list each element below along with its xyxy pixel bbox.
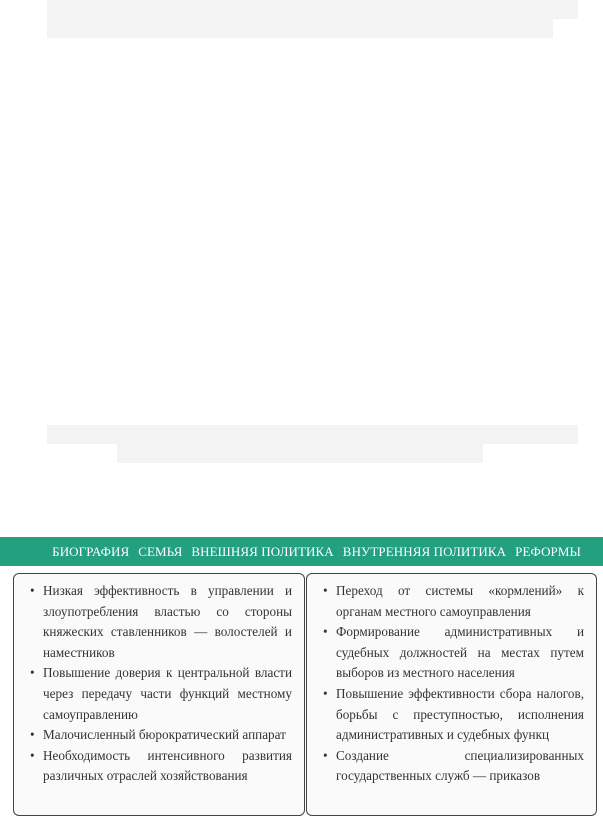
nav-item-family[interactable]: СЕМЬЯ <box>138 543 183 559</box>
list-item: • Необходимость интенсивного развития различных отраслей хозяйствования <box>43 746 292 787</box>
reasons-box <box>13 573 305 816</box>
list-item: • Формирование административных и судебных должностей на местах путем выборов из местного населения <box>336 622 584 684</box>
list-item: • Низкая эффективность в управлении и злоупотребления властью со стороны княжеских ставленников — волостелей и наместников <box>43 581 292 663</box>
list-item: • Повышение доверия к центральной власти через передачу части функций местному самоуправлению <box>43 663 292 725</box>
list-item: • Переход от системы «кормлений» к органам местного самоуправления <box>336 581 584 622</box>
nav-item-foreign-policy[interactable]: ВНЕШНЯЯ ПОЛИТИКА <box>191 543 334 559</box>
placeholder-bar-mid-2 <box>117 444 483 463</box>
placeholder-bar-top-1 <box>47 0 578 19</box>
nav-item-biography[interactable]: БИОГРАФИЯ <box>52 543 130 559</box>
list-item: • Создание специализированных государственных служб — приказов <box>336 746 584 787</box>
reasons-list <box>14 574 304 787</box>
placeholder-bar-mid-1 <box>47 425 578 444</box>
main-navigation <box>0 537 603 566</box>
nav-item-domestic-policy[interactable]: ВНУТРЕННЯЯ ПОЛИТИКА <box>342 543 507 559</box>
results-list <box>307 574 596 787</box>
list-item: • Повышение эффективности сбора налогов, борьбы с преступностью, исполнения административных и судебных функц <box>336 684 584 746</box>
nav-item-reforms[interactable]: РЕФОРМЫ <box>515 543 581 559</box>
placeholder-bar-top-2 <box>47 19 553 38</box>
results-box <box>306 573 597 816</box>
list-item: • Малочисленный бюрократический аппарат <box>43 725 292 746</box>
